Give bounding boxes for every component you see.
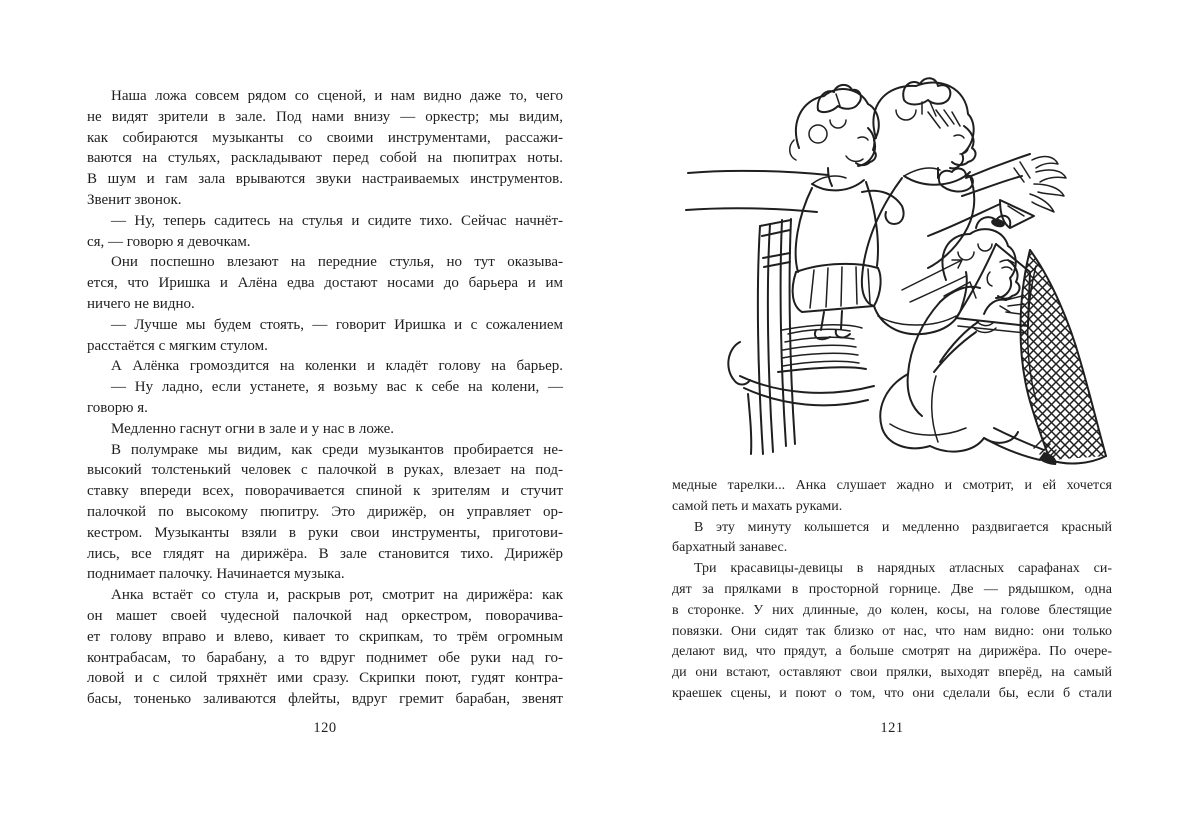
text-line: говорю я. [87,399,148,416]
text-line: — Лучше мы будем стоять, — говорит Иришка и с сожалением [111,316,563,333]
text-line: Анка встаёт со стула и, раскрыв рот, смотрит на дирижёра: как [111,587,563,604]
text-line: ваются на стульях, раскладывают перед собой на пюпитрах ноты. [87,150,563,167]
text-line: не видят зрители в зале. Под нами внизу — оркестр; мы видим, [87,108,563,125]
text-line: краешек сцены, и поют о том, что они сделали бы, если б стали [672,685,1112,701]
text-line: палочкой по высокому пюпитру. Это дирижёр, он управляет ор- [87,503,563,520]
text-line: расстаётся с мягким стулом. [87,337,268,354]
text-line: он машет своей чудесной палочкой над оркестром, поворачива- [87,607,563,624]
text-line: Три красавицы-девицы в нарядных атласных сарафанах си- [694,561,1112,577]
text-line: Медленно гаснут огни в зале и у нас в ложе. [111,420,395,437]
text-line: В эту минуту колышется и медленно раздвигается красный [694,519,1112,535]
text-line: самой петь и махать руками. [672,498,843,514]
paragraph [87,356,563,377]
paragraph [87,419,563,440]
text-line: В шум и гам зала врываются звуки настраиваемых инструментов. [87,171,563,188]
text-line: бархатный занавес. [672,540,788,556]
illustration-three-children-in-theater-box [678,76,1124,470]
text-line: лись, все глядят на дирижёра. В зале становится тихо. Дирижёр [87,545,563,562]
text-line: в сторонке. У них длинные, до колен, косы, на голове блестящие [672,602,1112,618]
text-line: ся, — говорю я девочкам. [87,233,251,250]
text-line: ничего не видно. [87,295,195,312]
paragraph [87,377,563,419]
text-line: кестром. Музыканты взяли в руки свои инструменты, приготови- [87,524,563,541]
text-line: ется, что Иришка и Алёна едва достают носами до барьера и им [87,275,563,292]
text-line: — Ну, теперь садитесь на стулья и сидите тихо. Сейчас начнёт- [111,212,563,229]
page-number-left: 120 [313,720,337,736]
paragraph [672,559,1112,705]
text-line: ставку впереди всех, поворачивается спиной к зрителям и стучит [87,483,563,500]
text-line: ет голову вправо и влево, кивает то скрипкам, то трём огромным [87,628,563,645]
chair [728,219,874,454]
girl-left [790,85,904,339]
page-right-text [672,476,1112,705]
text-line: медные тарелки... Анка слушает жадно и смотрит, и ей хочется [672,478,1112,493]
text-line: контрабасам, то барабану, а то вдруг поднимет обе руки над го- [87,649,563,666]
crosshatch-drape [1021,250,1107,463]
page-left-text [87,86,563,710]
page-number-right: 121 [880,720,904,736]
paragraph [672,518,1112,560]
text-line: повязки. Они сидят так близко от нас, что нам видно: они только [672,623,1112,639]
text-line: дят за прялками в просторной горнице. Две — рядышком, одна [672,581,1112,597]
box-wall-lines [686,171,828,212]
paragraph [672,476,1112,518]
text-line: как собираются музыканты со своими инструментами, рассажи- [87,129,563,146]
text-line: басы, тоненько заливаются флейты, вдруг гремит барабан, звенят [87,691,563,708]
paragraph [87,86,563,211]
paragraph [87,211,563,253]
text-line: В полумраке мы видим, как среди музыкантов пробирается не- [111,441,563,458]
text-line: Наша ложа совсем рядом со сценой, и нам видно даже то, чего [111,88,563,104]
paragraph [87,585,563,710]
text-line: Они поспешно влезают на передние стулья, но тут оказыва- [111,254,563,271]
paragraph [87,315,563,357]
paragraph [87,440,563,586]
paragraph [87,252,563,314]
text-line: высокий толстенький человек с палочкой в руках, влезает на под- [87,462,563,479]
text-line: Звенит звонок. [87,191,182,208]
text-line: ловой и с силой тряхнёт ими сразу. Скрипки поют, гудят контра- [87,670,563,687]
text-line: А Алёнка громоздится на коленки и кладёт голову на барьер. [111,358,563,375]
text-line: — Ну ладно, если устанете, я возьму вас к себе на колени, — [111,379,563,396]
text-line: ди они встают, оставляют свои прялки, выходят вперёд, на самый [672,665,1112,681]
motion-lines [902,260,966,302]
text-line: делают вид, что прядут, а больше смотрят на дирижёра. По очере- [672,644,1112,660]
text-line: поднимает палочку. Начинается музыка. [87,566,345,583]
